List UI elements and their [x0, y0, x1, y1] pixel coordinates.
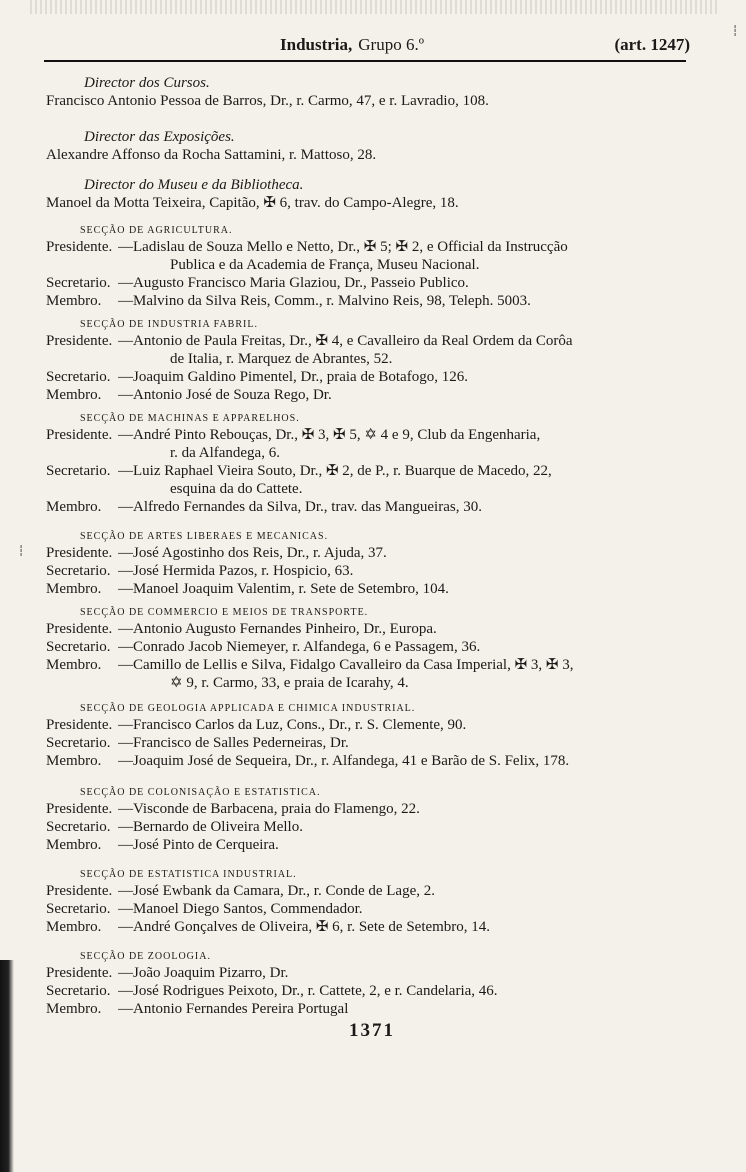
- role-label: Presidente.: [46, 717, 113, 733]
- section-row: [46, 368, 696, 386]
- member-text: —José Hermida Pazos, r. Hospicio, 63.: [118, 563, 354, 579]
- section-row: [46, 498, 696, 516]
- section-title: SECÇÃO DE COMMERCIO E MEIOS DE TRANSPORTE.: [80, 607, 369, 618]
- section-row: [46, 562, 696, 580]
- section-row: [46, 1000, 696, 1018]
- role-label: Secretario.: [46, 983, 111, 999]
- role-label: Membro.: [46, 293, 102, 309]
- role-label: Presidente.: [46, 239, 113, 255]
- role-label: Membro.: [46, 581, 102, 597]
- member-text: —Antonio Augusto Fernandes Pinheiro, Dr., Europa.: [118, 621, 437, 637]
- role-label: Presidente.: [46, 801, 113, 817]
- page-number: 1371: [349, 1020, 395, 1041]
- role-label: Secretario.: [46, 563, 111, 579]
- role-label: Membro.: [46, 1001, 102, 1017]
- member-text: —André Gonçalves de Oliveira, ✠ 6, r. Sete de Setembro, 14.: [118, 919, 491, 935]
- role-label: Presidente.: [46, 545, 113, 561]
- role-label: Presidente.: [46, 965, 113, 981]
- member-text: —Antonio de Paula Freitas, Dr., ✠ 4, e Cavalleiro da Real Ordem da Corôa: [118, 333, 573, 349]
- director-name: Alexandre Affonso da Rocha Sattamini, r. Mattoso, 28.: [46, 147, 377, 163]
- member-text: —Antonio Fernandes Pereira Portugal: [118, 1001, 349, 1017]
- director-cursos: [46, 74, 696, 110]
- section-title: SECÇÃO DE ESTATISTICA INDUSTRIAL.: [80, 869, 297, 880]
- role-label: Secretario.: [46, 901, 111, 917]
- section-commercio: [46, 606, 696, 692]
- scan-mark-left: ┆: [18, 546, 25, 557]
- role-label: Secretario.: [46, 275, 111, 291]
- section-row: [46, 964, 696, 982]
- section-row: [46, 426, 696, 444]
- member-text: —José Agostinho dos Reis, Dr., r. Ajuda, 37.: [118, 545, 387, 561]
- member-text: —Bernardo de Oliveira Mello.: [118, 819, 303, 835]
- section-title: SECÇÃO DE COLONISAÇÃO E ESTATISTICA.: [80, 787, 321, 798]
- member-text: —Augusto Francisco Maria Glaziou, Dr., Passeio Publico.: [118, 275, 469, 291]
- section-row: [46, 656, 696, 674]
- director-name: Manoel da Motta Teixeira, Capitão, ✠ 6, trav. do Campo-Alegre, 18.: [46, 195, 459, 211]
- section-geologia: [46, 702, 696, 770]
- member-continuation: ✡ 9, r. Carmo, 33, e praia de Icarahy, 4.: [170, 675, 409, 691]
- section-agricultura: [46, 224, 696, 310]
- role-label: Membro.: [46, 837, 102, 853]
- member-text: —José Pinto de Cerqueira.: [118, 837, 279, 853]
- section-title: SECÇÃO DE AGRICULTURA.: [80, 225, 233, 236]
- role-label: Membro.: [46, 753, 102, 769]
- section-title: SECÇÃO DE INDUSTRIA FABRIL.: [80, 319, 258, 330]
- member-text: —João Joaquim Pizarro, Dr.: [118, 965, 289, 981]
- member-continuation: esquina da do Cattete.: [170, 481, 303, 497]
- section-row: [46, 544, 696, 562]
- section-title: SECÇÃO DE ARTES LIBERAES E MECANICAS.: [80, 531, 329, 542]
- section-row: [46, 900, 696, 918]
- member-text: —Joaquim Galdino Pimentel, Dr., praia de Botafogo, 126.: [118, 369, 468, 385]
- director-title: Director do Museu e da Bibliotheca.: [84, 177, 304, 193]
- header-group: Grupo 6.º: [358, 35, 424, 54]
- section-estatistica-industrial: [46, 868, 696, 936]
- director-exposicoes: [46, 128, 696, 164]
- role-label: Presidente.: [46, 883, 113, 899]
- role-label: Secretario.: [46, 463, 111, 479]
- member-text: —Joaquim José de Sequeira, Dr., r. Alfandega, 41 e Barão de S. Felix, 178.: [118, 753, 570, 769]
- director-museu: [46, 176, 696, 212]
- section-row: [46, 882, 696, 900]
- member-text: —Conrado Jacob Niemeyer, r. Alfandega, 6 e Passagem, 36.: [118, 639, 481, 655]
- section-row: [46, 292, 696, 310]
- header-title: Industria,: [280, 35, 353, 54]
- member-continuation: Publica e da Academia de França, Museu Nacional.: [170, 257, 480, 273]
- section-artes-liberaes: [46, 530, 696, 598]
- role-label: Membro.: [46, 919, 102, 935]
- section-title: SECÇÃO DE GEOLOGIA APPLICADA E CHIMICA INDUSTRIAL.: [80, 703, 416, 714]
- section-row: [46, 386, 696, 404]
- section-colonisacao: [46, 786, 696, 854]
- role-label: Membro.: [46, 657, 102, 673]
- section-row: [46, 752, 696, 770]
- section-row: [46, 818, 696, 836]
- member-text: —Ladislau de Souza Mello e Netto, Dr., ✠ 5; ✠ 2, e Official da Instrucção: [118, 239, 568, 255]
- director-title: Director dos Cursos.: [84, 75, 210, 91]
- member-text: —Francisco de Salles Pederneiras, Dr.: [118, 735, 349, 751]
- section-row: [46, 274, 696, 292]
- section-title: SECÇÃO DE ZOOLOGIA.: [80, 951, 211, 962]
- section-machinas: [46, 412, 696, 516]
- role-label: Secretario.: [46, 735, 111, 751]
- director-title: Director das Exposições.: [84, 129, 235, 145]
- section-row: [46, 332, 696, 350]
- role-label: Membro.: [46, 499, 102, 515]
- role-label: Presidente.: [46, 621, 113, 637]
- section-row: [46, 462, 696, 480]
- section-title: SECÇÃO DE MACHINAS E APPARELHOS.: [80, 413, 300, 424]
- member-text: —Francisco Carlos da Luz, Cons., Dr., r. S. Clemente, 90.: [118, 717, 467, 733]
- scan-mark-right: ┆: [732, 26, 739, 37]
- member-text: —Manoel Joaquim Valentim, r. Sete de Setembro, 104.: [118, 581, 449, 597]
- role-label: Presidente.: [46, 333, 113, 349]
- member-continuation: r. da Alfandega, 6.: [170, 445, 280, 461]
- member-text: —Antonio José de Souza Rego, Dr.: [118, 387, 332, 403]
- member-text: —Luiz Raphael Vieira Souto, Dr., ✠ 2, de P., r. Buarque de Macedo, 22,: [118, 463, 552, 479]
- member-text: —Alfredo Fernandes da Silva, Dr., trav. das Mangueiras, 30.: [118, 499, 482, 515]
- member-text: —Camillo de Lellis e Silva, Fidalgo Cavalleiro da Casa Imperial, ✠ 3, ✠ 3,: [118, 657, 574, 673]
- section-row: [46, 918, 696, 936]
- member-text: —Visconde de Barbacena, praia do Flamengo, 22.: [118, 801, 420, 817]
- member-text: —José Rodrigues Peixoto, Dr., r. Cattete, 2, e r. Candelaria, 46.: [118, 983, 498, 999]
- section-row: [46, 836, 696, 854]
- section-industria-fabril: [46, 318, 696, 404]
- role-label: Secretario.: [46, 639, 111, 655]
- role-label: Secretario.: [46, 819, 111, 835]
- member-continuation: de Italia, r. Marquez de Abrantes, 52.: [170, 351, 393, 367]
- header-article: (art. 1247): [614, 35, 690, 54]
- section-row: [46, 580, 696, 598]
- section-row: [46, 982, 696, 1000]
- director-name: Francisco Antonio Pessoa de Barros, Dr., r. Carmo, 47, e r. Lavradio, 108.: [46, 93, 489, 109]
- section-row: [46, 620, 696, 638]
- section-row: [46, 734, 696, 752]
- member-text: —André Pinto Rebouças, Dr., ✠ 3, ✠ 5, ✡ 4 e 9, Club da Engenharia,: [118, 427, 541, 443]
- member-text: —Malvino da Silva Reis, Comm., r. Malvino Reis, 98, Teleph. 5003.: [118, 293, 531, 309]
- section-row: [46, 238, 696, 256]
- role-label: Secretario.: [46, 369, 111, 385]
- member-text: —Manoel Diego Santos, Commendador.: [118, 901, 363, 917]
- section-zoologia: [46, 950, 696, 1018]
- role-label: Presidente.: [46, 427, 113, 443]
- member-text: —José Ewbank da Camara, Dr., r. Conde de Lage, 2.: [118, 883, 435, 899]
- section-row: [46, 800, 696, 818]
- role-label: Membro.: [46, 387, 102, 403]
- section-row: [46, 638, 696, 656]
- section-row: [46, 716, 696, 734]
